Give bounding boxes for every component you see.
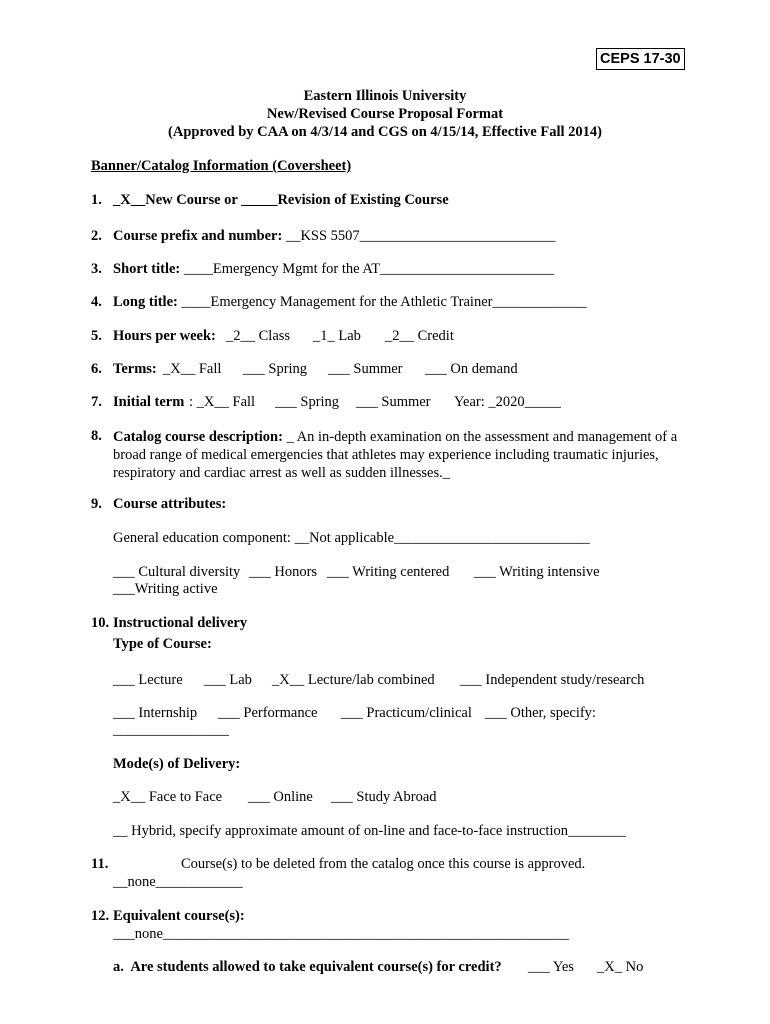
item-number: 9. [91, 496, 102, 512]
item-number: 3. [91, 261, 102, 277]
initial-spring: ___ Spring [275, 394, 340, 410]
catalog-description-text: _ An in-depth examination on the assessment and management of a broad range of medical emergencies that athletes may experience including traumatic injuries, respiratory and cardiac arrest as well as sudden illnesses._ [113, 429, 678, 481]
attr-honors: ___ Honors [249, 564, 318, 580]
equivalent-credit-no: _X_ No [597, 959, 644, 975]
item-number: 12. [91, 908, 110, 924]
initial-summer: ___ Summer [356, 394, 431, 410]
type-performance: ___ Performance [218, 705, 318, 721]
type-practicum: ___ Practicum/clinical [341, 705, 472, 721]
item-number: 10. [91, 615, 110, 631]
section-title: Banner/Catalog Information (Coversheet) [91, 158, 352, 174]
form-title: New/Revised Course Proposal Format [266, 106, 504, 122]
item-number: 2. [91, 228, 102, 244]
item-number: 1. [91, 192, 102, 208]
item-number: 7. [91, 394, 102, 410]
deleted-courses-prompt: Course(s) to be deleted from the catalog once this course is approved. [181, 856, 586, 872]
item-number: 8. [91, 428, 102, 444]
type-lecture: ___ Lecture [113, 672, 183, 688]
item-number: 4. [91, 294, 102, 310]
equivalent-courses-value: ___none________________________________________________________ [113, 926, 569, 942]
attr-writing-intensive: ___ Writing intensive [474, 564, 600, 580]
type-lab: ___ Lab [204, 672, 252, 688]
mode-online: ___ Online [248, 789, 313, 805]
field-label: Long title: [113, 294, 178, 310]
type-other: ___ Other, specify: [485, 705, 596, 721]
mode-hybrid: __ Hybrid, specify approximate amount of on-line and face-to-face instruction________ [113, 823, 626, 839]
university-name: Eastern Illinois University [303, 88, 467, 104]
equivalent-credit-yes: ___ Yes [528, 959, 574, 975]
field-label: Short title: [113, 261, 181, 277]
type-lecture-lab: _X__ Lecture/lab combined [272, 672, 435, 688]
catalog-description [113, 428, 693, 482]
field-label: Instructional delivery [113, 615, 248, 631]
field-label: Terms: [113, 361, 157, 377]
long-title-row [113, 294, 587, 311]
short-title-row [113, 261, 554, 278]
course-type-line: _X__New Course or _____Revision of Existing Course [113, 192, 449, 208]
field-label: Equivalent course(s): [113, 908, 245, 924]
mode-study-abroad: ___ Study Abroad [331, 789, 437, 805]
equivalent-credit-question: a. Are students allowed to take equivalent course(s) for credit? [113, 959, 502, 975]
type-other-line: ________________ [113, 722, 229, 738]
course-prefix-value: __KSS 5507___________________________ [282, 228, 556, 244]
type-internship: ___ Internship [113, 705, 198, 721]
attr-writing-active: ___Writing active [113, 581, 218, 597]
term-on-demand: ___ On demand [425, 361, 518, 377]
document-code-stamp: CEPS 17-30 [596, 48, 685, 70]
field-label: Hours per week: [113, 328, 216, 344]
delivery-mode-label: Mode(s) of Delivery: [113, 756, 241, 772]
initial-year: Year: _2020_____ [454, 394, 561, 410]
long-title-value: ____Emergency Management for the Athletic Trainer_____________ [177, 294, 587, 310]
field-label: Course attributes: [113, 496, 227, 512]
attr-cultural-diversity: ___ Cultural diversity [113, 564, 241, 580]
short-title-value: ____Emergency Mgmt for the AT________________________ [180, 261, 555, 277]
type-of-course-label: Type of Course: [113, 636, 212, 652]
item-number: 11. [91, 856, 109, 872]
item-number: 6. [91, 361, 102, 377]
initial-fall: : _X__ Fall [189, 394, 256, 410]
type-independent-study: ___ Independent study/research [460, 672, 645, 688]
term-fall: _X__ Fall [163, 361, 222, 377]
approval-note: (Approved by CAA on 4/3/14 and CGS on 4/15/14, Effective Fall 2014) [168, 124, 602, 140]
field-label: Catalog course description: [113, 429, 283, 445]
hours-lab: _1_ Lab [313, 328, 361, 344]
deleted-courses-value: __none____________ [113, 874, 243, 890]
hours-class: _2__ Class [226, 328, 291, 344]
term-summer: ___ Summer [328, 361, 403, 377]
attr-writing-centered: ___ Writing centered [327, 564, 450, 580]
term-spring: ___ Spring [243, 361, 308, 377]
field-label: Course prefix and number: [113, 228, 283, 244]
course-prefix-row [113, 228, 555, 245]
general-education: General education component: __Not applicable___________________________ [113, 530, 590, 546]
item-number: 5. [91, 328, 102, 344]
hours-credit: _2__ Credit [385, 328, 454, 344]
field-label: Initial term [113, 394, 185, 410]
mode-face-to-face: _X__ Face to Face [113, 789, 223, 805]
